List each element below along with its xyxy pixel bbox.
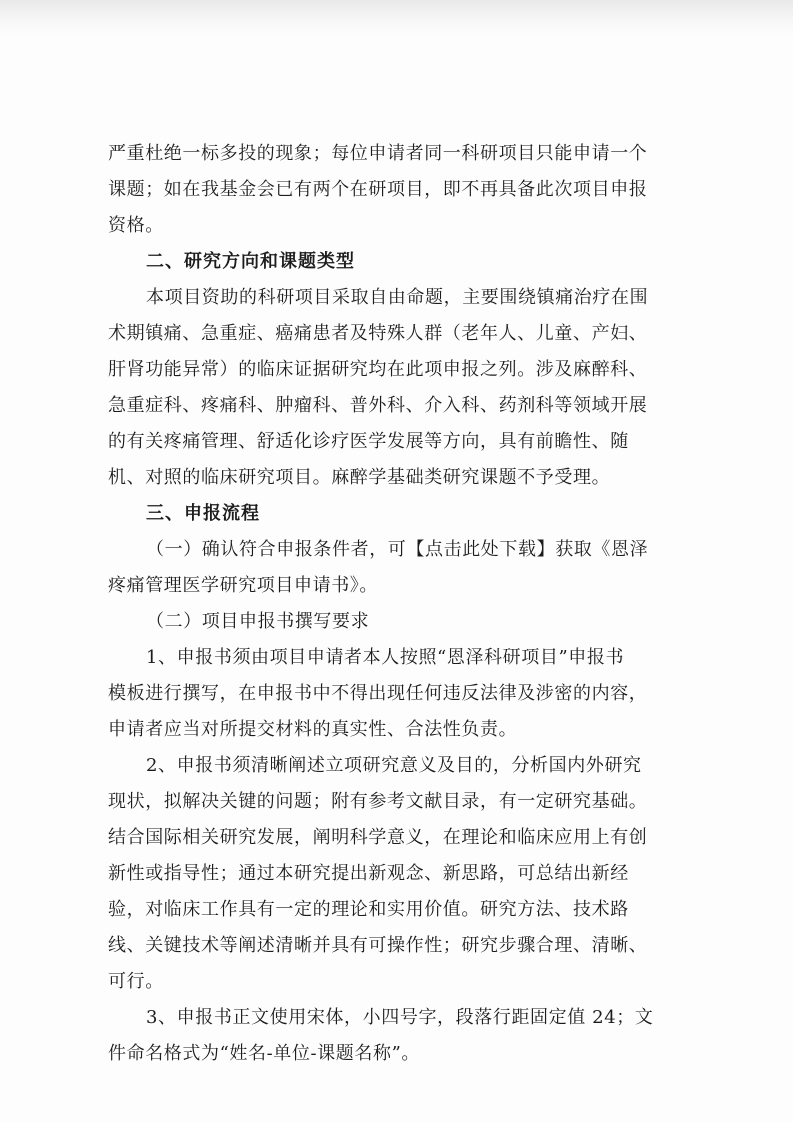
section-heading-application-process: 三、申报流程 [146,503,260,524]
section-heading-research-direction: 二、研究方向和课题类型 [146,251,355,272]
text-line: 申请者应当对所提交材料的真实性、合法性负责。 [108,719,518,740]
scan-shadow-edge [0,0,793,36]
text-line: 新性或指导性；通过本研究提出新观念、新思路，可总结出新经 [108,863,629,884]
text-line: 课题；如在我基金会已有两个在研项目，即不再具备此次项目申报 [108,179,648,200]
text-line: 模板进行撰写，在申报书中不得出现任何违反法律及涉密的内容， [108,683,648,704]
text-line: （一）确认符合申报条件者，可【点击此处下载】获取《恩泽 [146,539,649,560]
text-line: 严重杜绝一标多投的现象；每位申请者同一科研项目只能申请一个 [108,143,648,164]
text-line: 件命名格式为“姓名-单位-课题名称”。 [108,1043,420,1064]
text-line: 机、对照的临床研究项目。麻醉学基础类研究课题不予受理。 [108,467,611,488]
text-line: 本项目资助的科研项目采取自由命题，主要围绕镇痛治疗在围 [146,287,649,308]
text-line: 1、申报书须由项目申请者本人按照“恩泽科研项目”申报书 [146,647,625,668]
text-line: 术期镇痛、急重症、癌痛患者及特殊人群（老年人、儿童、产妇、 [108,323,648,344]
text-line: 可行。 [108,971,164,992]
text-line: 急重症科、疼痛科、肿瘤科、普外科、介入科、药剂科等领域开展 [108,395,648,416]
subsection-heading: （二）项目申报书撰写要求 [146,611,370,632]
text-line: 2、申报书须清晰阐述立项研究意义及目的，分析国内外研究 [146,755,642,776]
text-line: 线、关键技术等阐述清晰并具有可操作性；研究步骤合理、清晰、 [108,935,648,956]
text-line: 3、申报书正文使用宋体，小四号字，段落行距固定值 24；文 [146,1007,654,1028]
text-line: 现状，拟解决关键的问题；附有参考文献目录，有一定研究基础。 [108,791,648,812]
text-line: 资格。 [108,215,164,236]
text-line: 肝肾功能异常）的临床证据研究均在此项申报之列。涉及麻醉科、 [108,359,648,380]
text-line: 的有关疼痛管理、舒适化诊疗医学发展等方向，具有前瞻性、随 [108,431,629,452]
text-line: 结合国际相关研究发展，阐明科学意义，在理论和临床应用上有创 [108,827,648,848]
text-line: 疼痛管理医学研究项目申请书》。 [108,575,378,596]
text-line: 验，对临床工作具有一定的理论和实用价值。研究方法、技术路 [108,899,629,920]
